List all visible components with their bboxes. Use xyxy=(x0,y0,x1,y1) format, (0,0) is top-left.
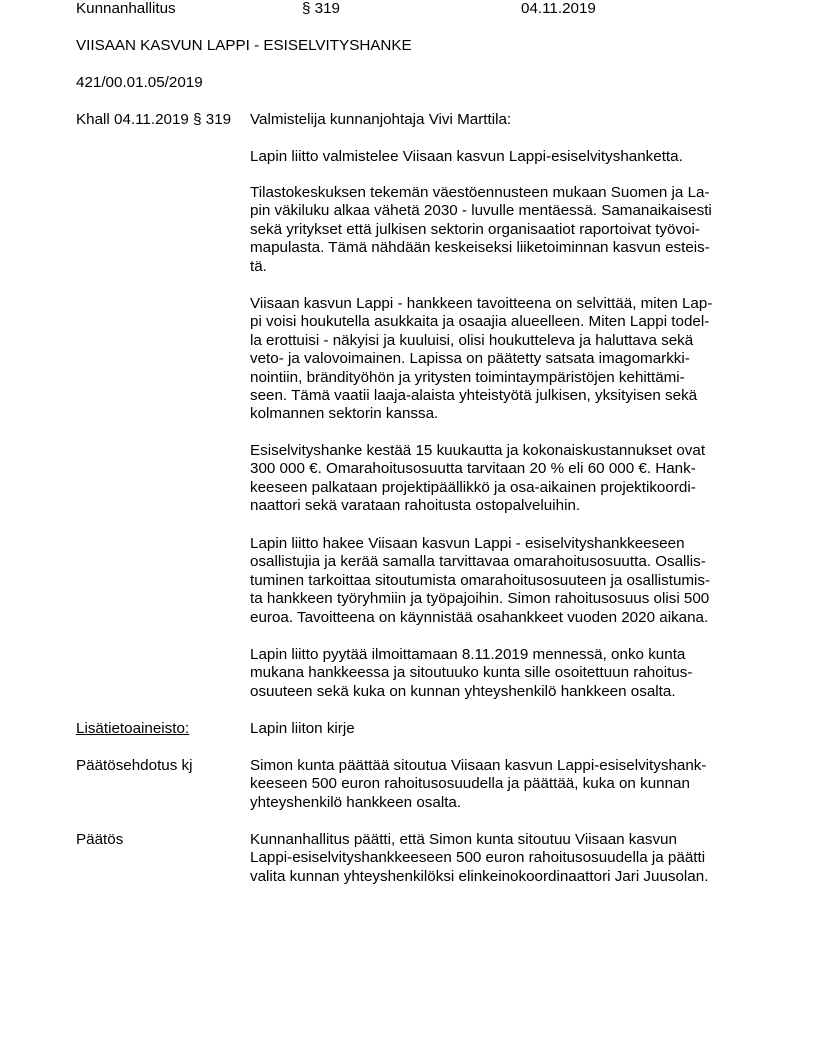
case-number: 421/00.01.05/2019 xyxy=(76,74,203,91)
paragraph-line: mukana hankkeessa ja sitoutuuko kunta sille osoitettuun rahoitus- xyxy=(250,664,693,682)
proposal-text xyxy=(250,757,750,812)
decision-line: valita kunnan yhteyshenkilöksi elinkeinokoordinaattori Jari Juusolan. xyxy=(250,867,709,885)
paragraph-line: naattori sekä varataan rahoitusta ostopalveluihin. xyxy=(250,497,581,515)
paragraph-line: Esiselvityshanke kestää 15 kuukautta ja kokonaiskustannukset ovat xyxy=(250,442,706,459)
paragraph-4 xyxy=(250,442,750,516)
paragraph-2 xyxy=(250,184,750,276)
decision-line: Kunnanhallitus päätti, että Simon kunta sitoutuu Viisaan kasvun xyxy=(250,831,677,848)
proposal-line: yhteyshenkilö hankkeen osalta. xyxy=(250,793,462,811)
paragraph-line: pi voisi houkutella asukkaita ja osaajia alueelleen. Miten Lappi todel- xyxy=(250,313,710,331)
header-section-number: § 319 xyxy=(302,0,341,17)
paragraph-line: veto- ja valovoimainen. Lapissa on päätetty satsata imagomarkki- xyxy=(250,350,690,368)
decision-line: Lappi-esiselvityshankkeeseen 500 euron rahoitusosuudella ja päätti xyxy=(250,849,706,867)
decision-text xyxy=(250,831,750,886)
additional-info-label: Lisätietoaineisto: xyxy=(76,720,190,737)
paragraph-6 xyxy=(250,646,750,701)
paragraph-line: Lapin liitto hakee Viisaan kasvun Lappi - esiselvityshankkeeseen xyxy=(250,535,685,552)
paragraph-line: pin väkiluku alkaa vähetä 2030 - luvulle mentäessä. Samanaikaisesti xyxy=(250,202,712,220)
paragraph-3 xyxy=(250,295,750,424)
paragraph-line: ta hankkeen työryhmiin ja työpajoihin. Simon rahoitusosuus olisi 500 xyxy=(250,590,710,608)
document-title: VIISAAN KASVUN LAPPI - ESISELVITYSHANKE xyxy=(76,37,412,54)
paragraph-line: euroa. Tavoitteena on käynnistää osahankkeet vuoden 2020 aikana. xyxy=(250,608,709,626)
paragraph-line: nointiin, brändityöhön ja yritysten toimintaympäristöjen kehittämi- xyxy=(250,368,685,386)
header-date: 04.11.2019 xyxy=(521,0,596,17)
header-organ: Kunnanhallitus xyxy=(76,0,176,17)
paragraph-line: Tilastokeskuksen tekemän väestöennusteen mukaan Suomen ja La- xyxy=(250,184,710,201)
paragraph-line: Lapin liitto valmistelee Viisaan kasvun Lappi-esiselvityshanketta. xyxy=(250,148,683,165)
meeting-reference: Khall 04.11.2019 § 319 xyxy=(76,111,232,128)
paragraph-line: Lapin liitto pyytää ilmoittamaan 8.11.2019 mennessä, onko kunta xyxy=(250,646,686,663)
proposal-line: keeseen 500 euron rahoitusosuudella ja päättää, kuka on kunnan xyxy=(250,775,690,793)
paragraph-line: osallistujia ja kerää samalla tarvittavaa omarahoitusosuutta. Osallis- xyxy=(250,553,706,571)
preparer-line: Valmistelija kunnanjohtaja Vivi Marttila: xyxy=(250,111,512,128)
paragraph-line: mapulasta. Tämä nähdään keskeiseksi liiketoiminnan kasvun esteis- xyxy=(250,239,710,257)
paragraph-line: tuminen tarkoittaa sitoutumista omarahoitusosuuteen ja osallistumis- xyxy=(250,571,711,589)
paragraph-line: keeseen palkataan projektipäällikkö ja osa-aikainen projektikoordi- xyxy=(250,478,696,496)
decision-label: Päätös xyxy=(76,831,124,848)
paragraph-line: kolmannen sektorin kanssa. xyxy=(250,405,439,423)
paragraph-line: osuuteen sekä kuka on kunnan yhteyshenkilö hankkeen osalta. xyxy=(250,682,676,700)
paragraph-line: seen. Tämä vaatii laaja-alaista yhteistyötä julkisen, yksityisen sekä xyxy=(250,387,698,405)
proposal-label: Päätösehdotus kj xyxy=(76,757,193,774)
paragraph-1 xyxy=(250,148,750,166)
paragraph-line: la erottuisi - näkyisi ja kuuluisi, olisi houkutteleva ja haluttava sekä xyxy=(250,331,694,349)
paragraph-5 xyxy=(250,535,750,627)
paragraph-line: Viisaan kasvun Lappi - hankkeen tavoitteena on selvittää, miten Lap- xyxy=(250,295,713,312)
paragraph-line: tä. xyxy=(250,257,267,275)
paragraph-line: 300 000 €. Omarahoitusosuutta tarvitaan 20 % eli 60 000 €. Hank- xyxy=(250,460,696,478)
paragraph-line: sekä yritykset että julkisen sektorin organisaatiot raportoivat työvoi- xyxy=(250,220,700,238)
proposal-line: Simon kunta päättää sitoutua Viisaan kasvun Lappi-esiselvityshank- xyxy=(250,757,707,774)
additional-info-value: Lapin liiton kirje xyxy=(250,720,355,737)
